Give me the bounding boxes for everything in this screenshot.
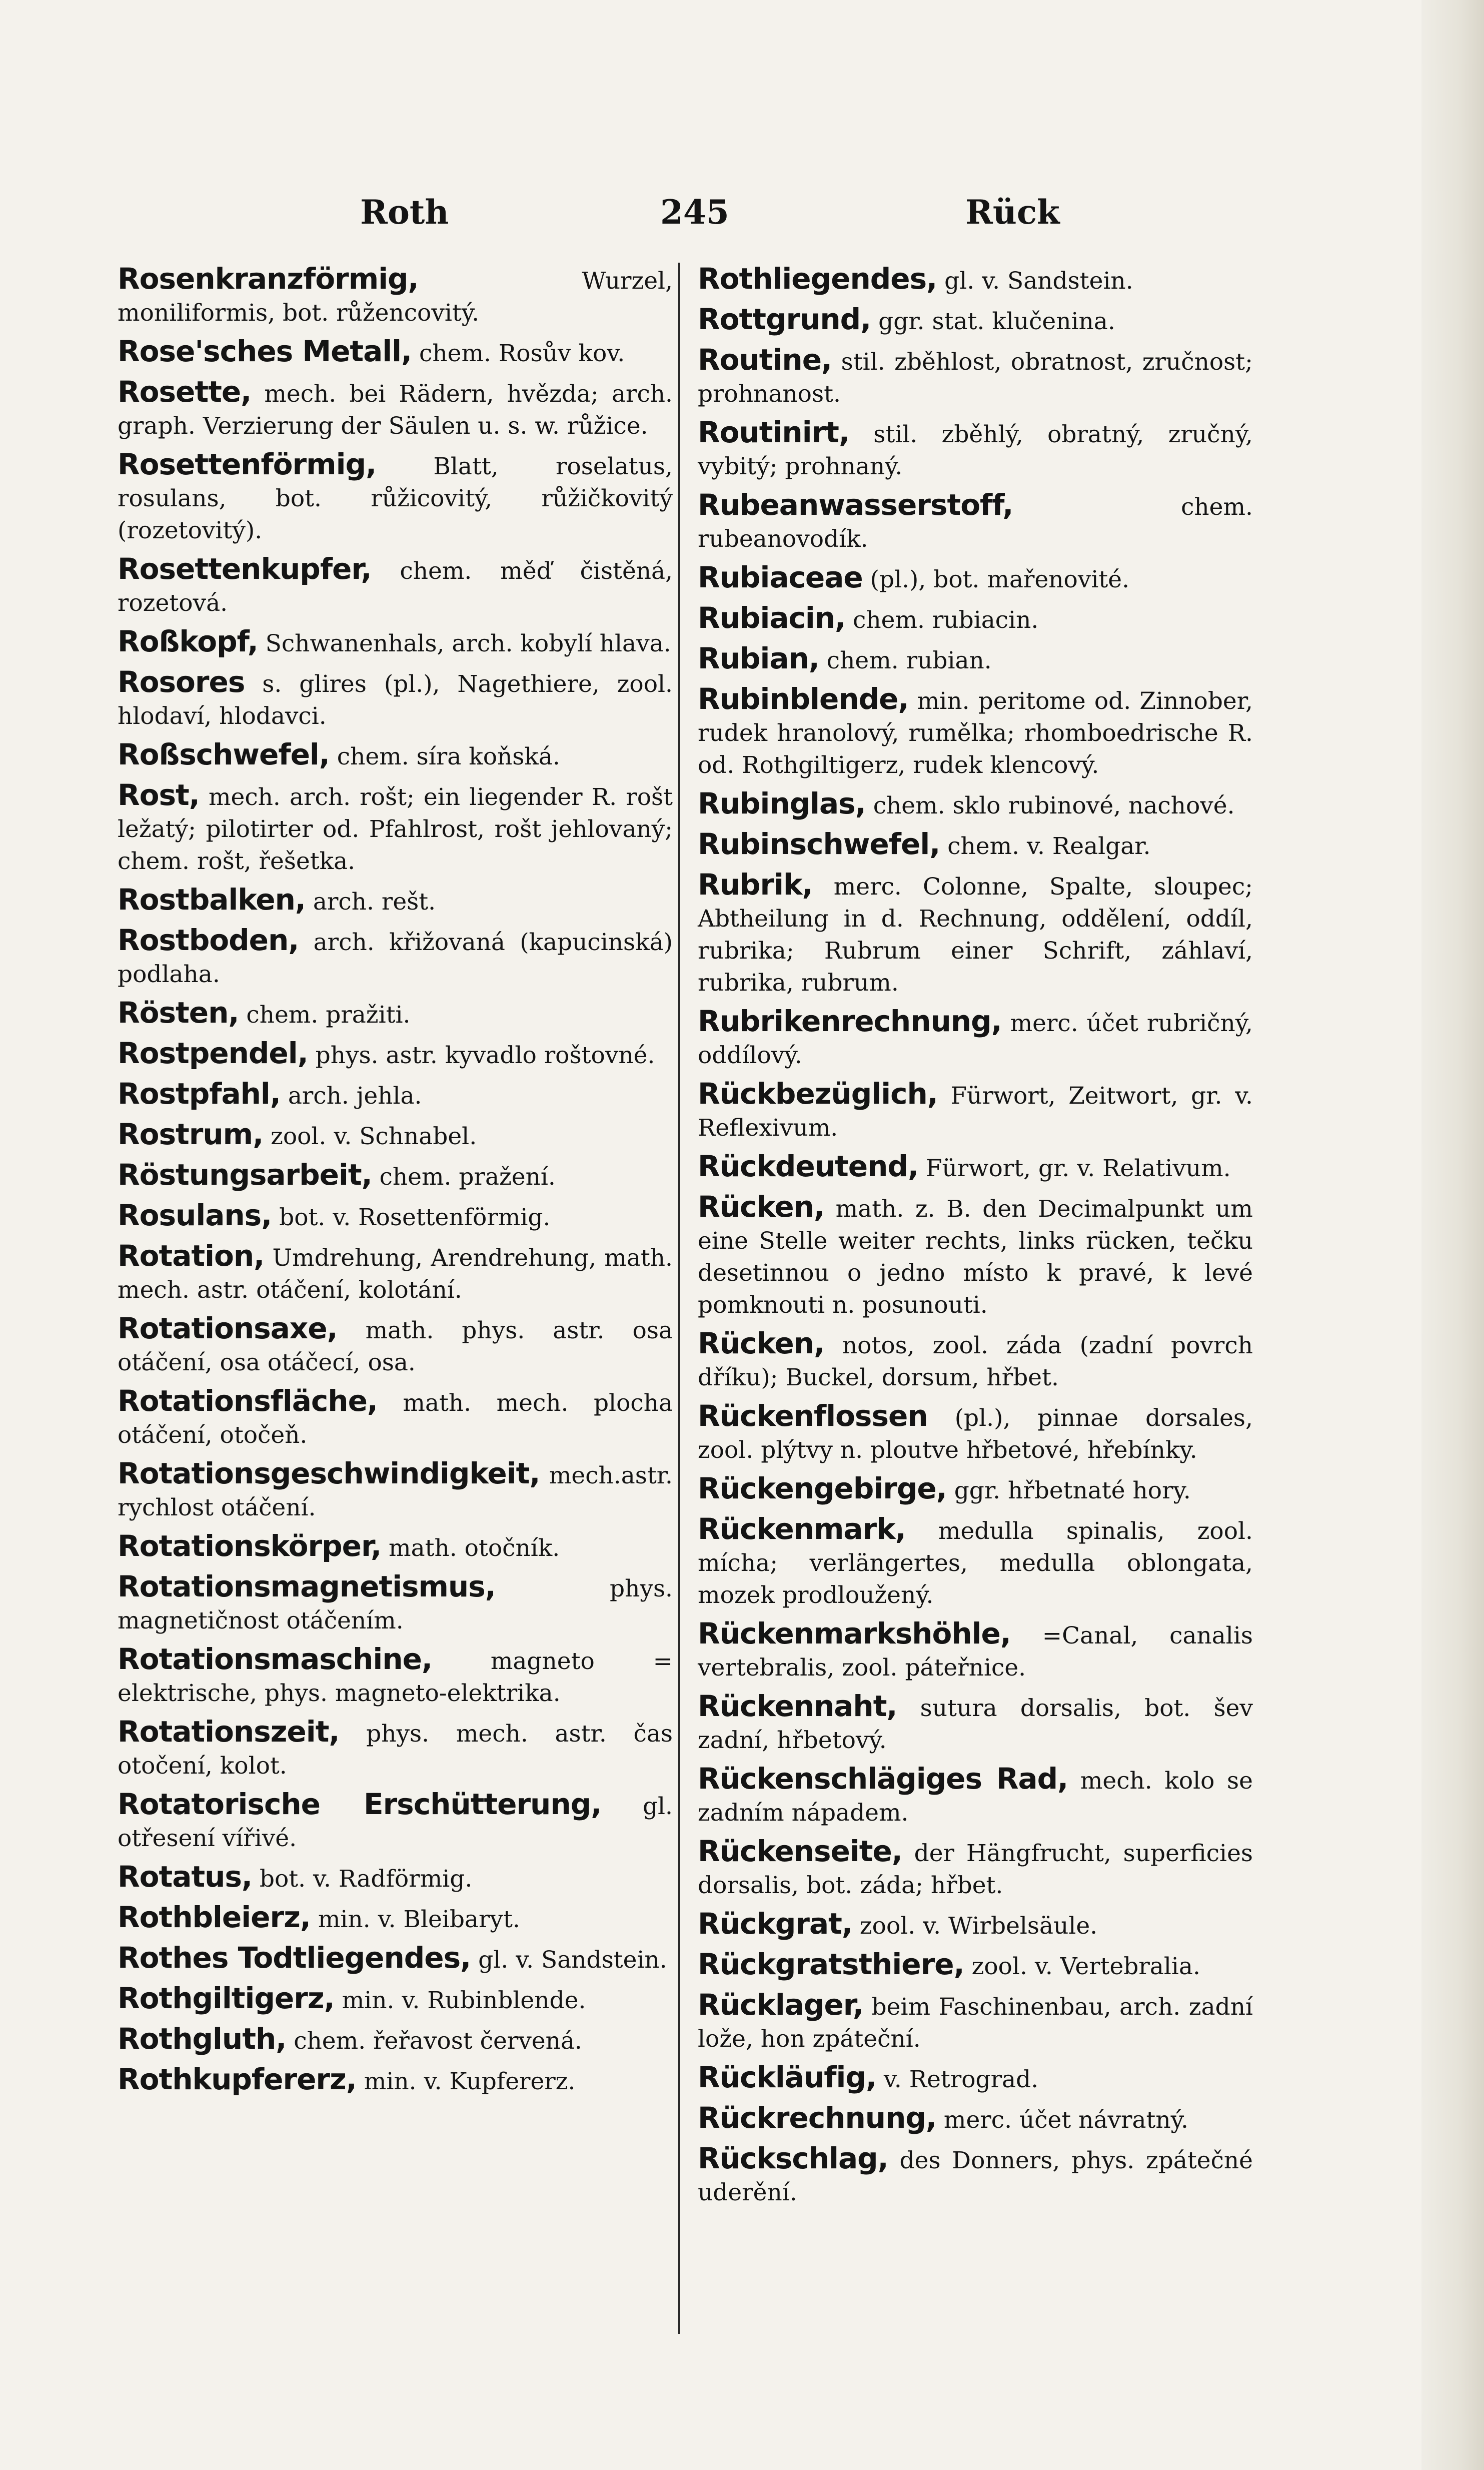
entry-definition: beim Faschinenbau, arch. zadní lože, hon zpáteční. (698, 1993, 1253, 2053)
dictionary-entry (698, 263, 1253, 297)
dictionary-entry (118, 1159, 673, 1193)
entry-headword: Rosette, (118, 375, 252, 409)
entry-definition: gl. v. Sandstein. (944, 267, 1133, 295)
entry-definition: chem. síra koňská. (337, 743, 560, 770)
entry-definition: Wurzel, moniliformis, bot. růžencovitý. (118, 267, 673, 327)
dictionary-entry (698, 602, 1253, 636)
entry-definition: min. peritome od. Zinnober, rudek hranolový, rumělka; rhomboedrische R. od. Rothgiltigerz, rudek klencový. (698, 687, 1253, 779)
entry-definition: chem. Rosův kov. (419, 340, 625, 367)
entry-definition: min. v. Bleibaryt. (318, 1906, 520, 1933)
dictionary-entry (698, 1327, 1253, 1394)
dictionary-entry (118, 1861, 673, 1895)
entry-definition: Fürwort, Zeitwort, gr. v. Reflexivum. (698, 1082, 1253, 1142)
entry-headword: Rothgluth, (118, 2022, 287, 2056)
entry-headword: Rückenmarkshöhle, (698, 1616, 1011, 1651)
entry-definition: stil. zběhlost, obratnost, zručnost; prohnanost. (698, 348, 1253, 408)
entry-headword: Rothgiltigerz, (118, 1981, 335, 2015)
entry-headword: Rubiacin, (698, 601, 846, 635)
dictionary-entry (118, 2023, 673, 2057)
entry-definition: chem. v. Realgar. (947, 833, 1151, 860)
dictionary-entry (118, 335, 673, 370)
entry-definition: zool. v. Vertebralia. (971, 1953, 1200, 1980)
dictionary-entry (118, 376, 673, 442)
entry-headword: Rotationsaxe, (118, 1311, 338, 1345)
dictionary-entry (698, 303, 1253, 338)
entry-headword: Rösten, (118, 996, 239, 1030)
dictionary-entry (118, 1240, 673, 1306)
entry-definition: v. Retrograd. (883, 2066, 1039, 2093)
entry-definition: merc. Colonne, Spalte, sloupec; Abtheilung in d. Rechnung, oddělení, oddíl, rubrika; Rubrum einer Schrift, záhlaví, rubrika, rubrum. (698, 873, 1253, 997)
entry-headword: Rubeanwasserstoff, (698, 488, 1013, 522)
entry-headword: Rostboden, (118, 923, 299, 957)
dictionary-entry (698, 1908, 1253, 1942)
entry-headword: Rubinglas, (698, 786, 866, 820)
dictionary-entry (118, 1643, 673, 1710)
entry-headword: Rotationszeit, (118, 1715, 340, 1749)
entry-headword: Rückengebirge, (698, 1471, 947, 1505)
entry-headword: Rückschlag, (698, 2141, 888, 2175)
dictionary-entry (118, 1942, 673, 1976)
entry-headword: Rosores (118, 665, 245, 699)
entry-headword: Rotationskörper, (118, 1529, 382, 1563)
entry-definition: bot. v. Rosettenförmig. (279, 1204, 551, 1231)
entry-headword: Röstungsarbeit, (118, 1158, 372, 1192)
entry-definition: des Donners, phys. zpátečné uderění. (698, 2147, 1253, 2206)
entry-headword: Rücklager, (698, 1988, 863, 2022)
entry-headword: Rotation, (118, 1239, 265, 1273)
dictionary-entry (118, 553, 673, 619)
entry-headword: Rothkupfererz, (118, 2062, 357, 2096)
dictionary-entry (698, 1989, 1253, 2055)
entry-definition: sutura dorsalis, bot. šev zadní, hřbetový. (698, 1695, 1253, 1754)
entry-definition: math. phys. astr. osa otáčení, osa otáčecí, osa. (118, 1317, 673, 1376)
entry-headword: Rothbleierz, (118, 1900, 311, 1934)
dictionary-entry (698, 1948, 1253, 1983)
entry-definition: arch. rešt. (313, 888, 436, 916)
dictionary-entry (698, 683, 1253, 781)
entry-definition: math. z. B. den Decimalpunkt um eine Stelle weiter rechts, links rücken, tečku desetinnou o jedno místo k pravé, k levé pomknouti n. posunouti. (698, 1195, 1253, 1319)
entry-definition: medulla spinalis, zool. mícha; verlängertes, medulla oblongata, mozek prodloužený. (698, 1517, 1253, 1609)
entry-headword: Rückgratsthiere, (698, 1947, 964, 1981)
entry-headword: Rückenflossen (698, 1399, 928, 1433)
entry-definition: merc. účet rubričný, oddílový. (698, 1010, 1253, 1069)
entry-definition: zool. v. Schnabel. (271, 1123, 477, 1150)
entry-headword: Rose'sches Metall, (118, 334, 412, 368)
entry-definition: ggr. hřbetnaté hory. (954, 1477, 1191, 1504)
entry-headword: Routine, (698, 343, 832, 377)
entry-headword: Rothliegendes, (698, 262, 937, 296)
entry-definition: math. mech. plocha otáčení, otočeň. (118, 1389, 673, 1449)
entry-headword: Roßkopf, (118, 624, 258, 658)
entry-headword: Rostbalken, (118, 883, 306, 917)
dictionary-entry (698, 828, 1253, 863)
entry-definition: Blatt, roselatus, rosulans, bot. růžicovitý, růžičkovitý (rozetovitý). (118, 453, 673, 544)
entry-headword: Rost, (118, 778, 200, 812)
entry-headword: Rückenseite, (698, 1834, 902, 1868)
dictionary-entry (698, 2142, 1253, 2209)
dictionary-entry (118, 1118, 673, 1153)
dictionary-entry (698, 2102, 1253, 2136)
entry-definition: =Canal, canalis vertebralis, zool. páteřnice. (698, 1622, 1253, 1682)
dictionary-entry (698, 416, 1253, 483)
entry-definition: Fürwort, gr. v. Relativum. (925, 1155, 1231, 1182)
entry-definition: chem. rubiacin. (853, 606, 1039, 634)
entry-headword: Rücken, (698, 1326, 825, 1360)
dictionary-entry (698, 1078, 1253, 1144)
entry-definition: bot. v. Radförmig. (259, 1865, 473, 1893)
entry-definition: phys. mech. astr. čas otočení, kolot. (118, 1720, 673, 1780)
entry-definition: mech.astr. rychlost otáčení. (118, 1462, 673, 1521)
entry-headword: Rosulans, (118, 1198, 272, 1232)
entry-headword: Rosettenförmig, (118, 447, 376, 481)
entry-definition: arch. jehla. (288, 1082, 422, 1110)
dictionary-entry (118, 1078, 673, 1112)
dictionary-entry (698, 1690, 1253, 1757)
entry-headword: Rothes Todtliegendes, (118, 1941, 471, 1975)
dictionary-entry (698, 1472, 1253, 1507)
dictionary-entry (698, 2061, 1253, 2096)
dictionary-entry (698, 642, 1253, 677)
entry-headword: Rückläufig, (698, 2060, 876, 2094)
dictionary-entry (698, 1513, 1253, 1611)
entry-definition: (pl.), bot. mařenovité. (870, 566, 1130, 593)
entry-definition: chem. měď čistěná, rozetová. (118, 557, 673, 617)
dictionary-entry (698, 344, 1253, 410)
entry-headword: Rückrechnung, (698, 2101, 936, 2135)
entry-definition: chem. řeřavost červená. (294, 2027, 582, 2055)
dictionary-entry (118, 1037, 673, 1072)
entry-definition: chem. rubian. (826, 647, 992, 674)
entry-headword: Rosenkranzförmig, (118, 262, 419, 296)
dictionary-entry (698, 489, 1253, 555)
entry-definition: merc. účet návratný. (943, 2106, 1188, 2134)
entry-definition: chem. pražení. (379, 1163, 556, 1191)
dictionary-entry (698, 787, 1253, 822)
entry-headword: Rostpendel, (118, 1036, 308, 1070)
dictionary-entry (698, 1191, 1253, 1321)
entry-headword: Rückdeutend, (698, 1149, 918, 1183)
dictionary-entry (118, 1901, 673, 1936)
entry-definition: gl. v. Sandstein. (478, 1946, 667, 1974)
entry-definition: Umdrehung, Arendrehung, math. mech. astr. otáčení, kolotání. (118, 1244, 673, 1304)
dictionary-entry (698, 1005, 1253, 1072)
entry-headword: Rubinschwefel, (698, 827, 940, 861)
page-number: 245 (660, 193, 729, 232)
dictionary-entry (118, 779, 673, 878)
entry-headword: Routinirt, (698, 415, 849, 449)
dictionary-entry (118, 1982, 673, 2017)
dictionary-entry (118, 1199, 673, 1234)
entry-headword: Rotatus, (118, 1860, 252, 1894)
entry-headword: Rotationsgeschwindigkeit, (118, 1456, 540, 1490)
entry-headword: Rottgrund, (698, 302, 871, 336)
entry-headword: Rückenmark, (698, 1512, 906, 1546)
entry-headword: Roßschwefel, (118, 737, 330, 771)
entry-headword: Rostrum, (118, 1117, 264, 1151)
dictionary-entry (118, 666, 673, 732)
page-header (115, 193, 1300, 248)
entry-definition: (pl.), pinnae dorsales, zool. plýtvy n. ploutve hřbetové, hřebínky. (698, 1404, 1253, 1464)
dictionary-entry (118, 625, 673, 660)
entry-definition: der Hängfrucht, superficies dorsalis, bot. záda; hřbet. (698, 1840, 1253, 1899)
entry-definition: magneto = elektrische, phys. magneto-elektrika. (118, 1648, 673, 1707)
entry-definition: mech. kolo se zadním nápadem. (698, 1767, 1253, 1827)
dictionary-entry (698, 1400, 1253, 1466)
dictionary-entry (118, 1716, 673, 1782)
dictionary-entry (698, 869, 1253, 999)
header-right-catchword: Rück (965, 193, 1060, 232)
entry-headword: Rubrik, (698, 868, 813, 902)
entry-definition: Schwanenhals, arch. kobylí hlava. (265, 630, 671, 657)
entry-definition: chem. rubeanovodík. (698, 493, 1253, 553)
dictionary-entry (118, 884, 673, 918)
entry-definition: chem. pražiti. (246, 1001, 411, 1029)
right-column (698, 263, 1253, 2215)
dictionary-entry (698, 1150, 1253, 1185)
entry-headword: Rubrikenrechnung, (698, 1004, 1002, 1038)
entry-headword: Rostpfahl, (118, 1077, 281, 1111)
entry-definition: arch. křižovaná (kapucinská) podlaha. (118, 929, 673, 988)
entry-definition: phys. astr. kyvadlo roštovné. (315, 1042, 655, 1069)
entry-headword: Rotationsmagnetismus, (118, 1569, 496, 1603)
entry-definition: phys. magnetičnost otáčením. (118, 1575, 673, 1634)
dictionary-entry (118, 448, 673, 547)
dictionary-entry (118, 1570, 673, 1637)
entry-definition: stil. zběhlý, obratný, zručný, vybitý; prohnaný. (698, 421, 1253, 480)
entry-definition: min. v. Kupfererz. (364, 2068, 576, 2095)
dictionary-entry (118, 1788, 673, 1855)
column-divider (678, 263, 680, 2334)
entry-definition: s. glires (pl.), Nagethiere, zool. hlodaví, hlodavci. (118, 670, 673, 730)
dictionary-entry (698, 1617, 1253, 1684)
entry-headword: Rücken, (698, 1190, 825, 1224)
dictionary-entry (118, 1457, 673, 1524)
dictionary-entry (118, 738, 673, 773)
entry-headword: Rückenschlägiges Rad, (698, 1762, 1068, 1796)
entry-headword: Rückennaht, (698, 1689, 897, 1723)
entry-definition: gl. otřesení vířivé. (118, 1793, 673, 1852)
entry-definition: notos, zool. záda (zadní povrch dříku); Buckel, dorsum, hřbet. (698, 1332, 1253, 1391)
header-left-catchword: Roth (360, 193, 449, 232)
entry-headword: Rubian, (698, 641, 819, 675)
page-edge (1421, 0, 1484, 2470)
entry-headword: Rotationsfläche, (118, 1384, 378, 1418)
dictionary-entry (118, 2063, 673, 2098)
entry-headword: Rosettenkupfer, (118, 552, 372, 586)
entry-definition: chem. sklo rubinové, nachové. (873, 792, 1235, 819)
dictionary-entry (118, 1530, 673, 1564)
dictionary-entry (698, 1763, 1253, 1829)
entry-definition: mech. arch. rošt; ein liegender R. rošt ležatý; pilotirter od. Pfahlrost, rošt jehlovaný; chem. rošt, řešetka. (118, 783, 673, 875)
entry-definition: math. otočník. (389, 1534, 560, 1562)
dictionary-entry (118, 1312, 673, 1379)
entry-definition: ggr. stat. klučenina. (878, 308, 1115, 335)
entry-headword: Rückbezüglich, (698, 1077, 938, 1111)
dictionary-entry (698, 1835, 1253, 1902)
dictionary-entry (118, 924, 673, 991)
entry-definition: min. v. Rubinblende. (342, 1987, 586, 2014)
entry-definition: zool. v. Wirbelsäule. (859, 1912, 1098, 1940)
entry-headword: Rückgrat, (698, 1907, 852, 1941)
dictionary-entry (118, 997, 673, 1031)
entry-headword: Rubiaceae (698, 560, 863, 594)
dictionary-entry (118, 263, 673, 329)
dictionary-entry (698, 561, 1253, 596)
entry-definition: mech. bei Rädern, hvězda; arch. graph. Verzierung der Säulen u. s. w. růžice. (118, 380, 673, 440)
entry-headword: Rotationsmaschine, (118, 1642, 432, 1676)
dictionary-entry (118, 1385, 673, 1451)
entry-headword: Rotatorische Erschütterung, (118, 1787, 602, 1821)
entry-headword: Rubinblende, (698, 682, 909, 716)
left-column (118, 263, 673, 2104)
